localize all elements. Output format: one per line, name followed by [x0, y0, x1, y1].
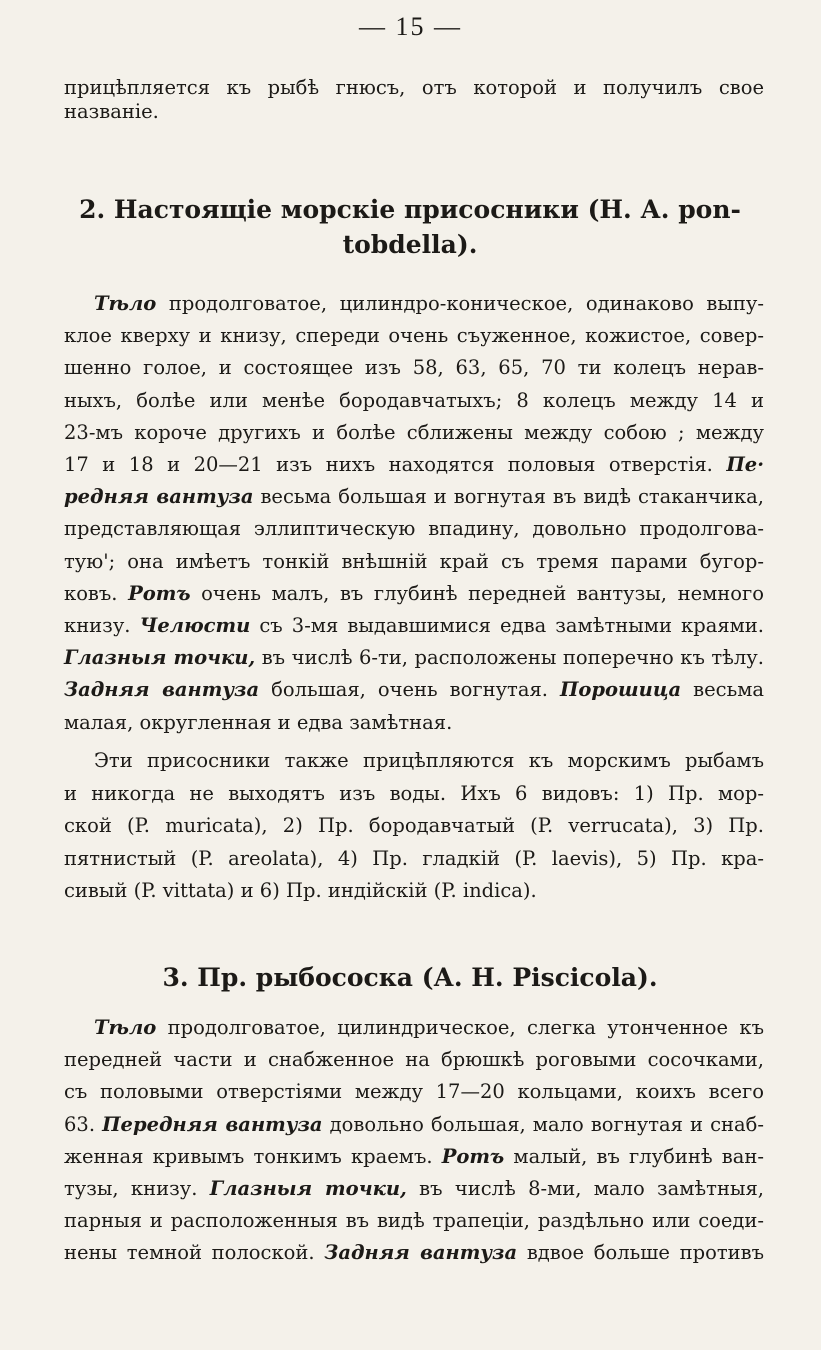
- text-line: Задняя вантуза большая, очень вогнутая. Порошица весьма: [64, 678, 764, 702]
- text-line: сивый (P. vittata) и 6) Пр. индійскій (P. indica).: [64, 879, 537, 902]
- text-line: представляющая эллиптическую впадину, довольно продолгова-: [64, 517, 764, 541]
- text-line: ковъ. Ротъ очень малъ, въ глубинѣ передней вантузы, немного: [64, 581, 764, 605]
- text-line: тузы, книзу. Глазныя точки, въ числѣ 8-ми, мало замѣтныя,: [64, 1177, 764, 1201]
- text-line: 17 и 18 и 20—21 изъ нихъ находятся половыя отверстія. Пе·: [64, 453, 764, 477]
- text-line: прицѣпляется къ рыбѣ гнюсъ, отъ которой и получилъ свое: [64, 76, 764, 99]
- section-heading-2: [40, 192, 780, 262]
- text-line: малая, округленная и едва замѣтная.: [64, 710, 453, 734]
- text-line: 23-мъ короче другихъ и болѣе сближены между собою ; между: [64, 420, 764, 444]
- page-number: — 15 —: [359, 12, 462, 41]
- text-line: клое кверху и книзу, спереди очень съуженное, кожистое, совер-: [64, 324, 764, 348]
- text-line: 63. Передняя вантуза довольно большая, мало вогнутая и снаб-: [64, 1112, 765, 1136]
- text-line: нены темной полоской. Задняя вантуза вдвое больше противъ: [64, 1241, 764, 1265]
- paragraph-description-2: [64, 288, 764, 739]
- text-line: ныхъ, болѣе или менѣе бородавчатыхъ; 8 колецъ между 14 и: [64, 388, 764, 412]
- text-line: передней части и снабженное на брюшкѣ роговыми сосочками,: [64, 1048, 764, 1072]
- text-line: и никогда не выходятъ изъ воды. Ихъ 6 видовъ: 1) Пр. мор-: [64, 781, 764, 805]
- text-line: тую'; она имѣетъ тонкій внѣшній край съ тремя парами бугор-: [64, 549, 764, 573]
- section-heading-3: [40, 960, 780, 995]
- paragraph-intro: [64, 76, 764, 125]
- text-line: парныя и расположенныя въ видѣ трапеціи, раздѣльно или соеди-: [64, 1209, 764, 1233]
- text-line: названіе.: [64, 100, 159, 124]
- heading-line: tobdella).: [342, 230, 478, 259]
- text-line: Глазныя точки, въ числѣ 6-ти, расположены поперечно къ тѣлу.: [64, 646, 764, 670]
- text-line: женная кривымъ тонкимъ краемъ. Ротъ малый, въ глубинѣ ван-: [64, 1144, 764, 1168]
- text-line: редняя вантуза весьма большая и вогнутая въ видѣ стаканчика,: [64, 485, 764, 509]
- text-line: книзу. Челюсти съ 3-мя выдавшимися едва замѣтными краями.: [64, 614, 764, 638]
- text-line: шенно голое, и состоящее изъ 58, 63, 65, 70 ти колецъ нерав-: [64, 356, 764, 380]
- text-line: Эти присосники также прицѣпляются къ морскимъ рыбамъ: [94, 749, 764, 772]
- text-line: съ половыми отверстіями между 17—20 кольцами, коихъ всего: [64, 1080, 764, 1104]
- heading-line: 3. Пр. рыбососка (А. Н. Piscicola).: [162, 963, 658, 992]
- text-line: пятнистый (P. areolata), 4) Пр. гладкій (P. laevis), 5) Пр. кра-: [64, 846, 764, 870]
- heading-line: 2. Настоящіе морскіе присосники (Н. А. pon-: [79, 195, 741, 224]
- text-line: Тѣло продолговатое, цилиндрическое, слегка утонченное къ: [94, 1016, 764, 1039]
- text-line: ской (P. muricata), 2) Пр. бородавчатый (P. verrucata), 3) Пр.: [64, 814, 764, 837]
- paragraph-description-3: [64, 1012, 764, 1270]
- text-line: Тѣло продолговатое, цилиндро-коническое, одинаково выпу-: [94, 292, 764, 315]
- paragraph-species: [64, 745, 764, 908]
